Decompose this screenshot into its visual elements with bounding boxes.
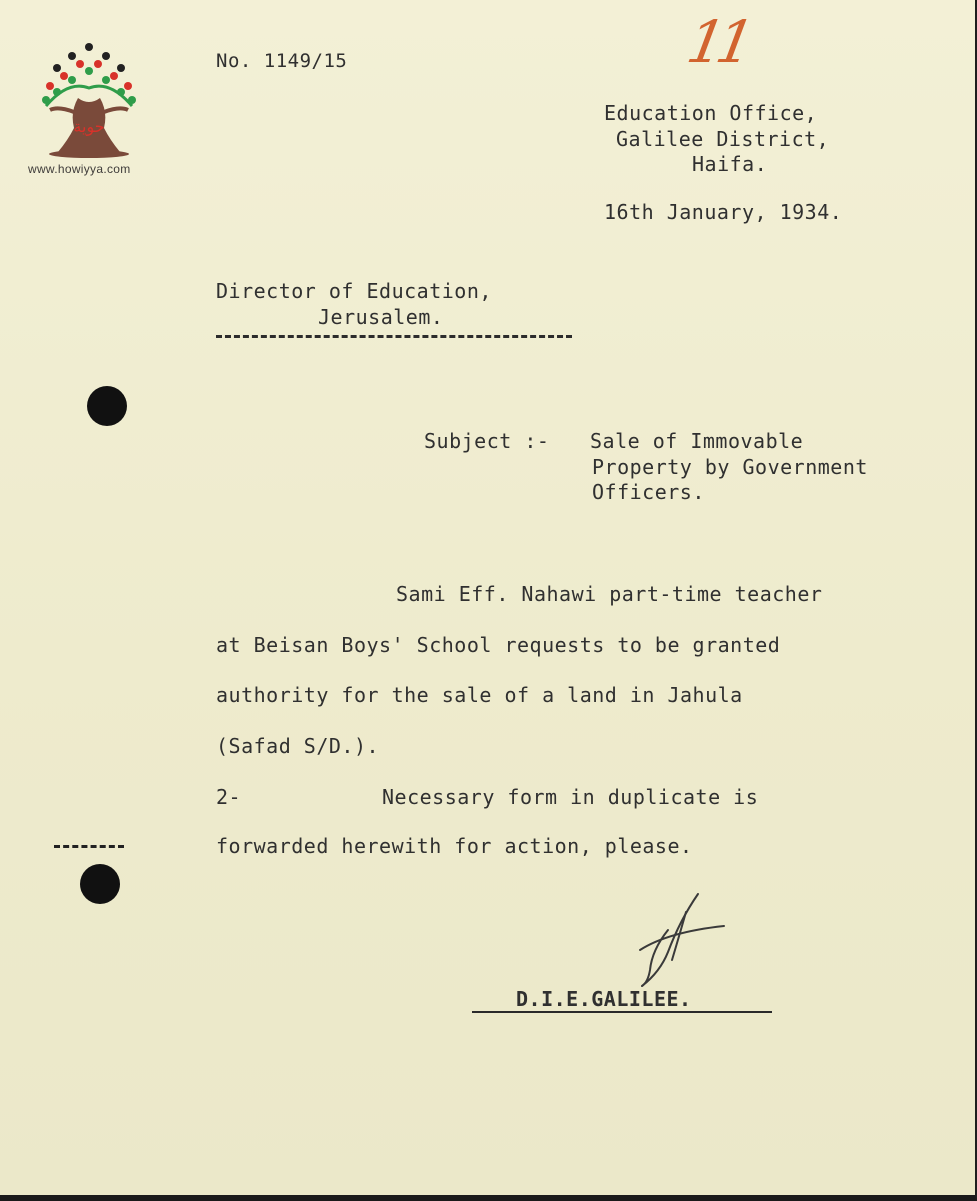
body-line-4: (Safad S/D.). bbox=[216, 734, 380, 758]
sender-address-line-2: Galilee District, bbox=[616, 127, 830, 151]
recipient-underline bbox=[216, 335, 572, 338]
reference-number: No. 1149/15 bbox=[216, 50, 348, 72]
recipient-line-1: Director of Education, bbox=[216, 279, 492, 303]
sender-address-line-1: Education Office, bbox=[604, 101, 818, 125]
recipient-line-2: Jerusalem. bbox=[318, 305, 444, 329]
letter-date: 16th January, 1934. bbox=[604, 200, 843, 224]
paragraph-number: 2- bbox=[216, 785, 242, 809]
handwritten-folio-number: 11 bbox=[682, 8, 752, 76]
body-line-6: forwarded herewith for action, please. bbox=[216, 834, 693, 858]
howiyya-logo-icon bbox=[28, 40, 150, 180]
subject-line-1: Sale of Immovable bbox=[590, 429, 804, 453]
body-line-5: Necessary form in duplicate is bbox=[382, 785, 759, 809]
sender-address-line-3: Haifa. bbox=[692, 152, 768, 176]
watermark-url: www.howiyya.com bbox=[28, 162, 131, 176]
body-line-3: authority for the sale of a land in Jahula bbox=[216, 683, 743, 707]
signature-underline bbox=[472, 1011, 772, 1013]
subject-line-3: Officers. bbox=[592, 480, 705, 504]
punch-hole bbox=[80, 864, 120, 904]
svg-text:حوية: حوية bbox=[73, 117, 105, 136]
margin-dash-mark bbox=[54, 845, 124, 848]
subject-line-2: Property by Government bbox=[592, 455, 868, 479]
body-line-1: Sami Eff. Nahawi part-time teacher bbox=[396, 582, 823, 606]
subject-label: Subject :- bbox=[424, 429, 550, 453]
punch-hole bbox=[87, 386, 127, 426]
signature-block: D.I.E.GALILEE. bbox=[516, 987, 692, 1011]
body-line-2: at Beisan Boys' School requests to be granted bbox=[216, 633, 781, 657]
handwritten-signature bbox=[628, 890, 738, 990]
